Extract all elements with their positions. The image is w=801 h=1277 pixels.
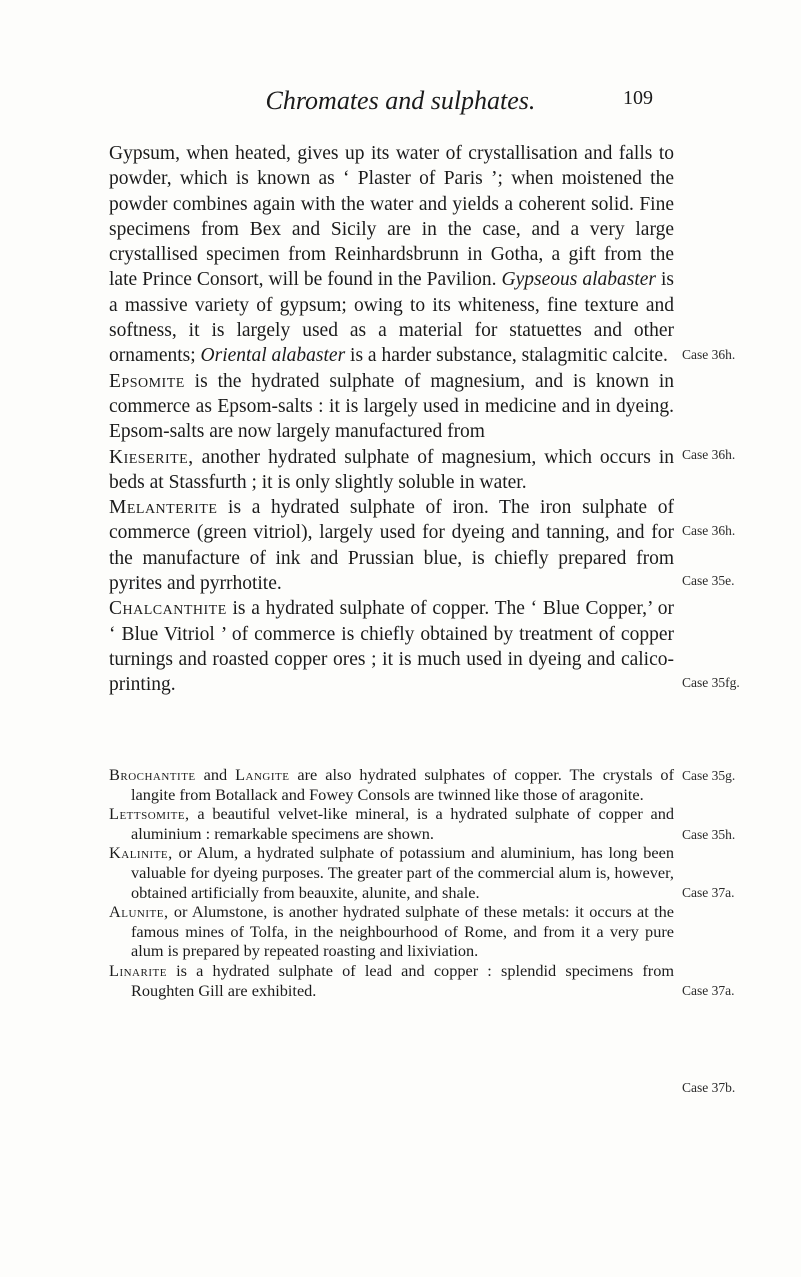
case-note: Case 37b. <box>682 1080 736 1095</box>
italic-term: Gypseous alabaster <box>501 269 656 291</box>
paragraph-gypsum <box>109 141 674 369</box>
paragraph-kalinite <box>109 843 674 902</box>
paragraph-text: another hydrated sulphate of magnesium, which occurs in beds at Stassfurth ; it is only slightly soluble in water. <box>109 446 674 493</box>
case-note: Case 35h. <box>682 827 736 842</box>
paragraph-text: Gypsum, when heated, gives up its water of crystallisation and falls to powder, which is known as ‘ Plaster of Paris ’; when moistened the powder combines again with the water and yields a coherent solid. Fine specimens from Bex and Sicily are in the case, and a very large crystallised specimen from Reinhardsbrunn in Gotha, a gift from the late Prince Consort, will be found in the Pavilion. <box>109 143 674 291</box>
page-header <box>0 86 801 126</box>
paragraph-text: or Alum, a hydrated sulphate of potassium and aluminium, has long been valuable for dyeing purposes. The greater part of the commercial alum is, however, obtained artificially from beauxite, alunite, and shale. <box>131 843 674 902</box>
paragraph-text: is a harder substance, stalagmitic calcite. <box>345 345 668 367</box>
mineral-name: Kieserite, <box>109 446 194 468</box>
case-note: Case 37a. <box>682 983 735 998</box>
page-number: 109 <box>623 87 653 109</box>
running-title: Chromates and sulphates. <box>265 86 536 115</box>
paragraph-text: is a hydrated sulphate of copper. The ‘ Blue Copper,’ or ‘ Blue Vitriol ’ of commerce is chiefly obtained by treatment of copper turnings and roasted copper ores ; it is much used in dyeing and calico-printing. <box>109 598 674 696</box>
mineral-name: Langite <box>235 765 290 784</box>
paragraph-epsomite <box>109 369 674 445</box>
paragraph-lettsomite <box>109 804 674 843</box>
paragraph-chalcanthite <box>109 596 674 697</box>
mineral-name: Lettsomite, <box>109 804 190 824</box>
paragraph-kieserite <box>109 445 674 496</box>
mineral-name: Linarite <box>109 960 167 980</box>
paragraph-melanterite <box>109 495 674 596</box>
paragraph-linarite <box>109 961 674 1000</box>
case-note: Case 35fg. <box>682 675 740 690</box>
paragraph-alunite <box>109 902 674 961</box>
paragraph-brochantite <box>109 765 674 804</box>
paragraph-text: is the hydrated sulphate of magnesium, and is known in commerce as Epsom-salts : it is largely used in medicine and in dyeing. Epsom-salts are now largely manufactured from <box>109 370 674 443</box>
paragraph-text: is a hydrated sulphate of iron. The iron sulphate of commerce (green vitriol), largely used for dyeing and tanning, and for the manufacture of ink and Prussian blue, is chiefly prepared from pyrites and pyrrhotite. <box>109 497 674 595</box>
paragraph-text: a beautiful velvet-like mineral, is a hydrated sulphate of copper and aluminium : remarkable specimens are shown. <box>131 804 674 843</box>
mineral-name: Epsomite <box>109 370 185 392</box>
case-note: Case 36h. <box>682 447 736 462</box>
paragraph-text: is a hydrated sulphate of lead and copper : splendid specimens from Roughten Gill are exhibited. <box>131 960 674 1000</box>
mineral-name: Melanterite <box>109 497 218 519</box>
mineral-name: Chalcanthite <box>109 598 227 620</box>
case-note: Case 35e. <box>682 573 735 588</box>
mineral-name: Alunite, <box>109 902 169 922</box>
paragraph-text: are also hydrated sulphates of copper. The crystals of langite from Botallack and Fowey Consols are twinned like those of aragonite. <box>131 765 674 804</box>
case-note: Case 36h. <box>682 523 736 538</box>
mineral-name: Brochantite <box>109 765 196 784</box>
mineral-name: Kalinite, <box>109 843 173 863</box>
italic-term: Oriental alabaster <box>200 345 346 367</box>
paragraph-text: or Alumstone, is another hydrated sulphate of these metals: it occurs at the famous mines of Tolfa, in the neighbourhood of Rome, and from it a very pure alum is prepared by repeated roasting and lixiviation. <box>131 902 674 961</box>
main-text <box>109 141 674 698</box>
paragraph-text: is a massive variety of gypsum; owing to its whiteness, fine texture and softness, it is largely used as a material for statuettes and other ornaments; <box>109 269 674 367</box>
case-note: Case 36h. <box>682 347 736 362</box>
case-note: Case 37a. <box>682 885 735 900</box>
case-note: Case 35g. <box>682 768 736 783</box>
small-print-text <box>109 765 674 1000</box>
paragraph-text: and <box>195 765 236 784</box>
